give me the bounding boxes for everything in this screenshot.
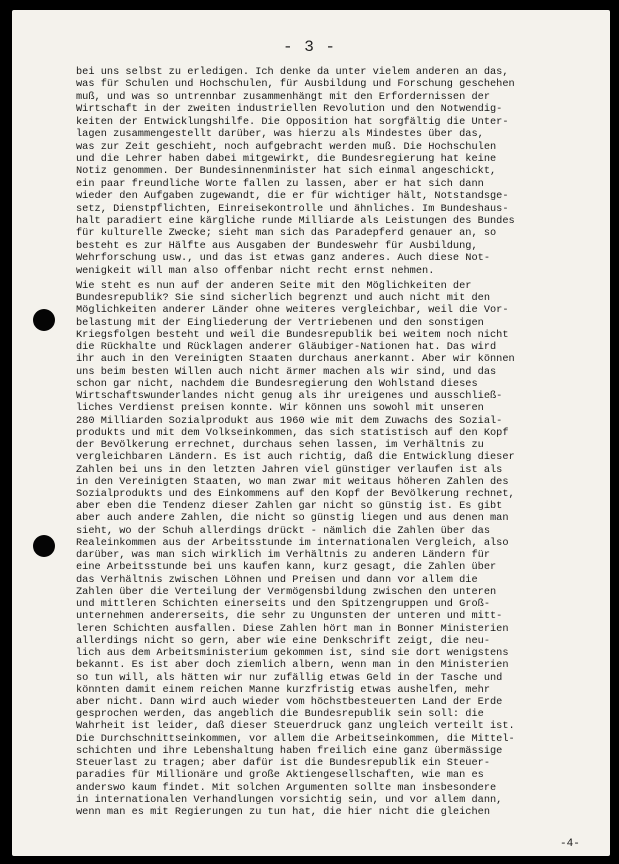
text-line: ihr auch in den Vereinigten Staaten durchaus anerkannt. Aber wir können [76,353,515,366]
text-line: bei uns selbst zu erledigen. Ich denke da unter vielem anderen an das, [76,66,509,78]
text-line: 280 Milliarden Sozialprodukt aus 1960 wie mit dem Zuwachs des Sozial- [76,414,503,427]
text-line: bekannt. Es ist aber doch ziemlich albern, wenn man in den Ministerien [76,659,509,672]
text-line: Kriegsfolgen besteht und weil die Bundesrepublik bei weitem noch nicht [76,328,509,341]
text-line: belastung mit der Eingliederung der Vertriebenen und den sonstigen [76,316,484,329]
text-line: Zahlen bei uns in den letzten Jahren viel günstiger verlaufen ist als [76,463,503,476]
text-line: Wahrheit ist leider, daß dieser Steuerdruck ganz ungleich verteilt ist. [76,720,515,733]
text-line: setz, Dienstpflichten, Einreisekontrolle und ähnliches. Im Bundeshaus- [76,202,509,215]
text-line: lich aus dem Arbeitsministerium gekommen ist, sind sie dort wenigstens [76,647,509,660]
text-line: sieht, wo der Schuh allerdings drückt - nämlich die Zahlen über das [76,524,491,537]
text-line: für kulturelle Zwecke; sieht man sich das Paradepferd genauer an, so [76,227,497,240]
text-line: in den Vereinigten Staaten, wo man zwar mit weitaus höheren Zahlen des [76,475,509,488]
paragraph [76,280,596,818]
page-number: - 3 - [282,38,336,56]
text-line: leren Schichten ausfallen. Diese Zahlen hört man in Bonner Ministerien [76,622,509,635]
text-line: allerdings nicht so gern, aber wie eine Denkschrift zeigt, die neu- [76,634,491,647]
text-line: Realeinkommen aus der Arbeitsstunde im internationalen Vergleich, also [76,536,509,549]
text-line: Notiz genommen. Der Bundesinnenminister hat sich einmal angeschickt, [76,165,497,178]
text-line: was zur Zeit geschieht, noch aufgebracht werden muß. Die Hochschulen [76,140,497,153]
text-line: aber eben die Tendenz dieser Zahlen gar nicht so günstig ist. Es gibt [76,500,503,513]
text-line: besteht es zur Hälfte aus Ausgaben der Bundeswehr für Ausbildung, [76,239,478,252]
text-line: wieder den Aufgaben zugewandt, die er für wichtiger hält, Notstandsge- [76,190,509,203]
text-line: vergleichbaren Ländern. Es ist auch richtig, daß die Entwicklung dieser [76,451,515,464]
punch-hole-top [33,309,55,331]
text-line: gesprochen werden, das angeblich die Bundesrepublik sein soll: die [76,708,484,721]
text-line: aber nicht. Dann wird auch wieder vom höchstbesteuerten Land der Erde [76,695,503,708]
text-line: Wirtschaftswunderlandes nicht genug als ihr ureigenes und ausschließ- [76,390,503,403]
text-line: Steuerlast zu tragen; aber dafür ist die Bundesrepublik ein Steuer- [76,757,491,770]
text-line: produkts und mit dem Volkseinkommen, das sich statistisch auf den Kopf [76,426,509,439]
text-line: schon gar nicht, nachdem die Bundesregierung den Wohlstand dieses [76,377,478,390]
text-line: Wirtschaft in der zweiten industriellen Revolution und den Notwendig- [76,103,503,116]
text-line: könnten damit einem reichen Manne kurzfristig etwas aushelfen, mehr [76,683,491,696]
text-line: keiten der Entwicklungshilfe. Die Opposition hat sorgfältig die Unter- [76,115,509,128]
text-line: Möglichkeiten anderer Länder ohne weiteres vergleichbar, weil die Vor- [76,304,509,317]
text-line: lagen zusammengestellt darüber, was hierzu als Mindestes über das, [76,128,484,141]
text-line: das Verhältnis zwischen Löhnen und Preisen und dann vor allem die [76,573,478,586]
text-line: Die Durchschnittseinkommen, vor allem die Arbeitseinkommen, die Mittel- [76,732,515,745]
text-line: anderswo kaum findet. Mit solchen Argumenten sollte man insbesondere [76,781,497,794]
text-line: darüber, was man sich wirklich im Verhältnis zu anderen Ländern für [76,549,491,562]
text-line: Zahlen über die Verteilung der Vermögensbildung zwischen den unteren [76,585,497,598]
text-line: wenigkeit will man also offenbar nicht recht ernst nehmen. [76,264,435,277]
text-line: liches Verdienst preisen konnte. Wir können uns sowohl mit unseren [76,402,484,415]
text-line: und die Lehrer haben dabei mitgewirkt, die Bundesregierung hat keine [76,152,497,165]
text-line: unternehmen andererseits, die sehr zu Ungunsten der unteren und mitt- [76,610,503,623]
text-line: Wie steht es nun auf der anderen Seite mit den Möglichkeiten der [76,280,472,292]
paragraph [76,66,596,277]
text-line: und mittleren Schichten einerseits und den Spitzengruppen und Groß- [76,598,491,611]
text-line: in internationalen Verhandlungen vorsichtig sein, und vor allem dann, [76,793,503,806]
text-line: Wehrforschung usw., und das ist etwas ganz anderes. Auch diese Not- [76,252,491,265]
text-line: Bundesrepublik? Sie sind sicherlich begrenzt und auch nicht mit den [76,292,491,305]
text-line: so tun will, als hätten wir nur zufällig etwas Geld in der Tasche und [76,671,503,684]
text-line: die Rückhalte und Rücklagen anderer Gläubiger-Nationen hat. Das wird [76,341,497,354]
text-line: wenn man es mit Regierungen zu tun hat, die hier nicht die gleichen [76,806,491,819]
text-line: schichten und ihre Lebenshaltung haben freilich eine ganz übermässige [76,744,503,757]
text-line: der Bevölkerung errechnet, durchaus sehen lassen, im Verhältnis zu [76,439,484,452]
continuation-marker: -4- [560,838,580,850]
text-line: paradies für Millionäre und große Aktiengesellschaften, wie man es [76,769,484,782]
text-line: halt paradiert eine kärgliche runde Milliarde als Leistungen des Bundes [76,215,515,228]
text-line: Sozialprodukts und des Einkommens auf den Kopf der Bevölkerung rechnet, [76,487,515,500]
text-line: uns beim besten Willen auch nicht ärmer machen als wir sind, und das [76,365,497,378]
text-line: aber auch andere Zahlen, die nicht so günstig liegen und aus denen man [76,512,509,525]
text-line: was für Schulen und Hochschulen, für Ausbildung und Forschung geschehen [76,78,515,91]
text-line: ein paar freundliche Worte fallen zu lassen, aber er hat sich dann [76,177,484,190]
text-line: muß, und was so untrennbar zusammenhängt mit den Erfordernissen der [76,90,491,103]
punch-hole-bottom [33,535,55,557]
text-line: eine Arbeitsstunde bei uns kaufen kann, kurz gesagt, die Zahlen über [76,561,497,574]
